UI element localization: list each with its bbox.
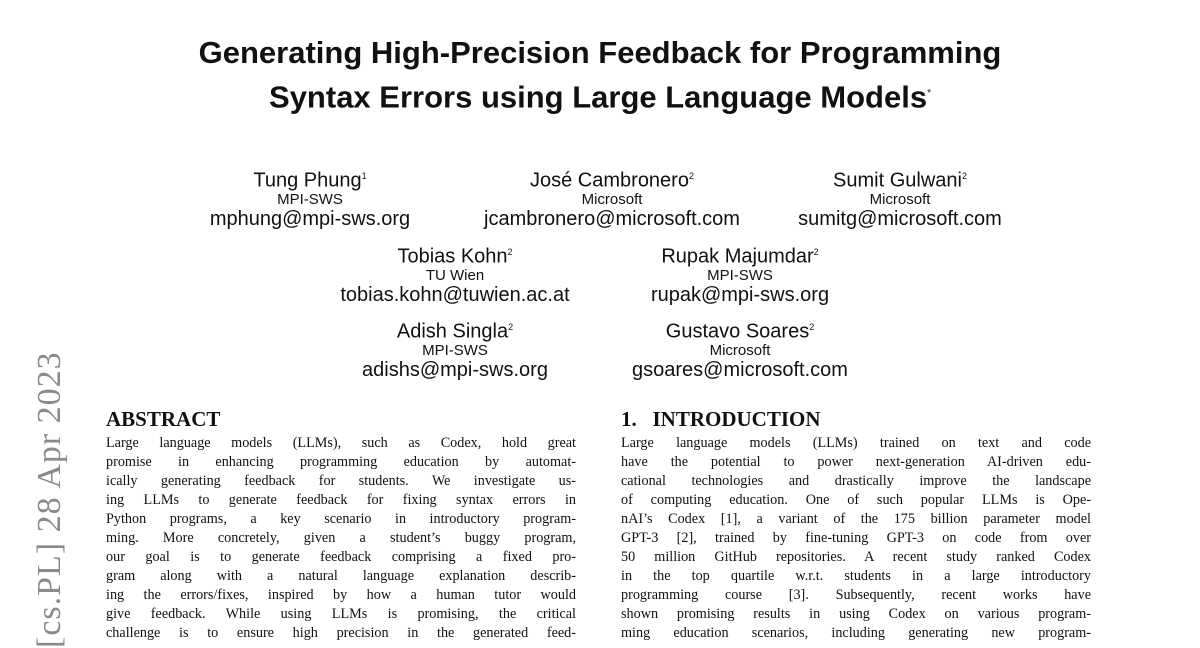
- author-affiliation: Microsoft: [709, 341, 771, 359]
- text-line: shown promising results in using Codex on various program-: [621, 606, 1091, 622]
- text-line: programming course [3]. Subsequently, recent works have: [621, 587, 1091, 603]
- text-line: challenge is to ensure high precision in the generated feed-: [106, 625, 576, 641]
- abstract-heading: ABSTRACT: [106, 407, 221, 431]
- author-name: Rupak Majumdar: [661, 245, 814, 268]
- text-line: Large language models (LLMs), such as Codex, hold great: [106, 435, 576, 451]
- text-line: gram along with a natural language explanation describ-: [106, 568, 576, 584]
- author-affiliation: MPI-SWS: [277, 190, 343, 208]
- author-name: Tobias Kohn: [397, 245, 508, 268]
- author-affiliation: MPI-SWS: [422, 341, 488, 359]
- text-line: 50 million GitHub repositories. A recent study ranked Codex: [621, 549, 1091, 565]
- author-email[interactable]: adishs@mpi-sws.org: [362, 358, 548, 381]
- text-line: Python programs, a key scenario in introductory program-: [106, 511, 576, 527]
- title-footnote-mark: *: [927, 88, 931, 99]
- author-email[interactable]: mphung@mpi-sws.org: [209, 207, 411, 230]
- author-name: Sumit Gulwani: [833, 169, 962, 192]
- introduction-text: [621, 434, 1091, 643]
- text-line: cational technologies and drastically improve the landscape: [621, 473, 1091, 489]
- author-affiliation-mark: 2: [813, 247, 819, 257]
- text-line: give feedback. While using LLMs is promising, the critical: [106, 606, 576, 622]
- abstract-section: [106, 406, 576, 643]
- author-block: [780, 165, 1020, 230]
- author-affiliation-mark: 2: [809, 322, 815, 332]
- author-block: [605, 316, 875, 381]
- text-line: ming. More concretely, given a student’s buggy program,: [106, 530, 576, 546]
- text-line: GPT-3 [2], trained by fine-tuning GPT-3 on code from over: [621, 530, 1091, 546]
- author-affiliation: Microsoft: [869, 190, 931, 208]
- introduction-section: [621, 406, 1091, 643]
- author-name: Tung Phung: [253, 169, 362, 192]
- text-line: ically generating feedback for students. We investigate us-: [106, 473, 576, 489]
- title-line-1: Generating High-Precision Feedback for Programming: [198, 35, 1002, 70]
- author-name: Adish Singla: [396, 320, 509, 343]
- author-affiliation-mark: 2: [961, 171, 967, 181]
- author-affiliation: TU Wien: [425, 266, 485, 284]
- author-affiliation-mark: 2: [508, 322, 514, 332]
- text-line: Large language models (LLMs) trained on text and code: [621, 435, 1091, 451]
- author-block: [620, 241, 860, 306]
- author-email[interactable]: gsoares@microsoft.com: [632, 358, 848, 381]
- author-affiliation-mark: 2: [507, 247, 513, 257]
- author-email[interactable]: tobias.kohn@tuwien.ac.at: [340, 283, 570, 306]
- introduction-heading: 1. INTRODUCTION: [621, 407, 821, 431]
- text-line: ing the errors/fixes, inspired by how a human tutor would: [106, 587, 576, 603]
- author-block: [335, 316, 575, 381]
- author-name: José Cambronero: [530, 169, 689, 192]
- text-line: have the potential to power next-generation AI-driven edu-: [621, 454, 1091, 470]
- text-line: in the top quartile w.r.t. students in a large introductory: [621, 568, 1091, 584]
- text-line: ming education scenarios, including generating new program-: [621, 625, 1091, 641]
- text-line: of computing education. One of such popular LLMs is Ope-: [621, 492, 1091, 508]
- paper-title: [100, 32, 1100, 117]
- text-line: ing LLMs to generate feedback for fixing syntax errors in: [106, 492, 576, 508]
- text-line: our goal is to generate feedback comprising a fixed pro-: [106, 549, 576, 565]
- author-email[interactable]: jcambronero@microsoft.com: [484, 207, 740, 230]
- author-block: [190, 165, 430, 230]
- author-affiliation: MPI-SWS: [707, 266, 773, 284]
- text-line: nAI’s Codex [1], a variant of the 175 billion parameter model: [621, 511, 1091, 527]
- text-line: promise in enhancing programming education by automat-: [106, 454, 576, 470]
- arxiv-stamp: [cs.PL] 28 Apr 2023: [31, 351, 68, 648]
- abstract-text: [106, 434, 576, 643]
- title-line-2: Syntax Errors using Large Language Models: [269, 79, 928, 115]
- author-affiliation-mark: 2: [688, 171, 694, 181]
- author-block: [315, 241, 595, 306]
- author-block: [462, 165, 762, 230]
- author-affiliation: Microsoft: [581, 190, 643, 208]
- author-name: Gustavo Soares: [665, 320, 810, 343]
- author-affiliation-mark: 1: [361, 171, 367, 181]
- author-email[interactable]: sumitg@microsoft.com: [798, 207, 1002, 230]
- author-email[interactable]: rupak@mpi-sws.org: [650, 283, 830, 306]
